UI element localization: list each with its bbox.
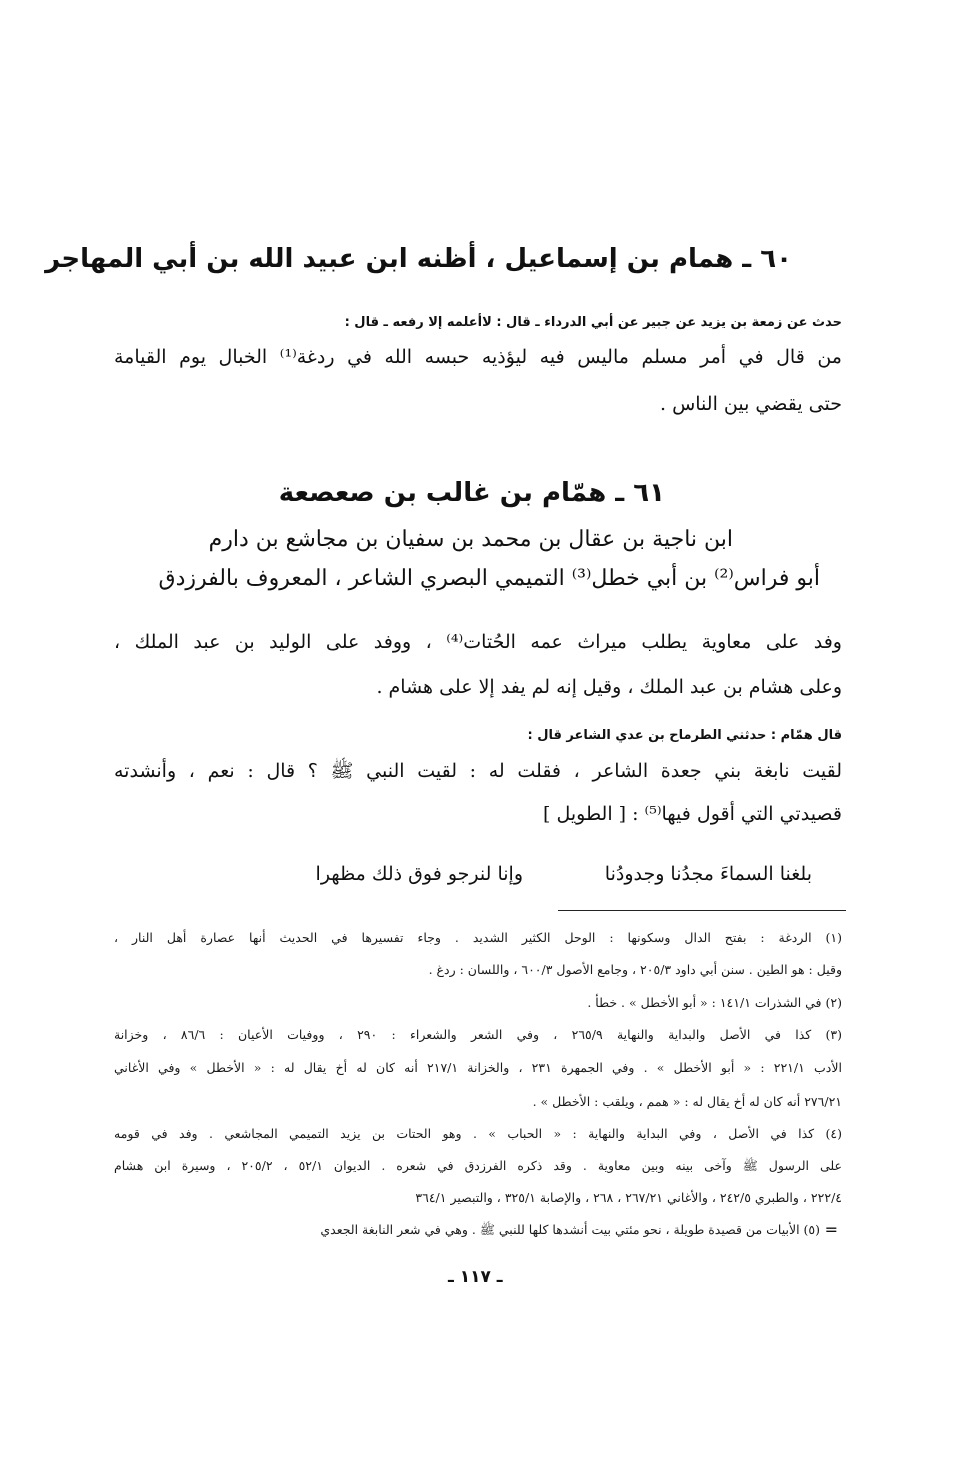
footnote-2-line-1: (٢) في الشذرات ١٤١/١ : « أبو الأخطل » . خطأ .: [587, 995, 842, 1010]
entry-60-text-line-2: حتى يقضي بين الناس .: [660, 393, 842, 415]
entry-61-chain: قال همّام : حدثني الطرماح بن عدي الشاعر قال :: [527, 728, 842, 743]
footnote-3-line-1: (٣) كذا في الأصل والبداية والنهاية ٢٦٥/٩ ، وفي الشعر والشعراء : ٢٩٠ ، ووفيات الأعيان : ٨٦/٦ ، وخزانة: [114, 1027, 842, 1042]
footnote-5-line-1: (٥) الأبيات من قصيدة طويلة ، نحو مئتي بيت أنشدها كلها للنبي ﷺ . وهي في شعر النابغة الجعدي: [320, 1222, 820, 1237]
footnote-separator: [558, 910, 846, 911]
footnote-3-line-3: ٢٧٦/٢١ أنه كان له أخ يقال له : « همم ، ويلقب : الأخطل » .: [532, 1094, 842, 1109]
footnote-4-line-3: ٢٢٢/٤ ، والطبري ٢٤٢/٥ ، والأغاني ٢٦٧/٢١ ، ٢٦٨ ، والإصابة ٣٢٥/١ ، والتبصير ٣٦٤/١: [415, 1190, 842, 1205]
entry-61-para-1-line-2: وعلى هشام بن عبد الملك ، وقيل إنه لم يفد إلا على هشام .: [376, 676, 842, 698]
entry-60-title: ٦٠ ـ همام بن إسماعيل ، أظنه ابن عبيد الله بن أبي المهاجر: [45, 244, 792, 274]
entry-61-lineage-line-2: أبو فراس⁽²⁾ بن أبي خطل⁽³⁾ التميمي البصري الشاعر ، المعروف بالفرزدق: [158, 566, 820, 591]
entry-60-text-line-1: من قال في أمر مسلم ماليس فيه ليؤذيه حبسه الله في ردغة⁽¹⁾ الخبال يوم القيامة: [114, 346, 842, 368]
footnote-1-line-1: (١) الردغة : بفتح الدال وسكونها : الوحل الكثير الشديد . وجاء تفسيرها في الحديث أنها عصارة أهل النار ،: [114, 930, 842, 945]
footnote-4-line-2: على الرسول ﷺ وآخى بينه وبين معاوية . وقد ذكره الفرزدق في شعره . الديوان ٥٢/١ ، ٢٠٥/٢ ، وسيرة ابن هشام: [114, 1158, 843, 1173]
entry-61-title: ٦١ ـ همّام بن غالب بن صعصعة: [278, 478, 665, 508]
entry-60-chain: حدث عن زمعة بن يزيد عن جبير عن أبي الدرداء ـ قال : لاأعلمه إلا رفعه ـ قال :: [344, 315, 842, 330]
footnote-1-line-2: وقيل : هو الطين . سنن أبي داود ٢٠٥/٣ ، وجامع الأصول ٦٠٠/٣ ، واللسان : ردغ .: [428, 962, 842, 977]
footnote-4-line-1: (٤) كذا في الأصل ، وفي البداية والنهاية : « الحباب » . وهو الحتات بن يزيد التميمي المجاشعي . وفد في قومه: [114, 1126, 842, 1141]
entry-61-para-2-line-1: لقيت نابغة بني جعدة الشاعر ، فقلت له : لقيت النبي ﷺ ؟ قال : نعم ، وأنشدته: [114, 760, 842, 782]
entry-61-para-2-line-2: قصيدتي التي أقول فيها⁽⁵⁾ : [ الطويل ]: [543, 803, 842, 825]
verse-first-hemistich: بلغنا السماءَ مجدُنا وجدودُنا: [604, 863, 812, 885]
entry-61-lineage-line-1: ابن ناجية بن عقال بن محمد بن سفيان بن مجاشع بن دارم: [208, 527, 733, 552]
entry-61-para-1-line-1: وفد على معاوية يطلب ميراث عمه الحُتات⁽⁴⁾ ، ووفد على الوليد بن عبد الملك ،: [114, 631, 842, 653]
footnote-3-line-2: الأدب ٢٢١/١ : « أبو الأخطل » . وفي الجمهرة ٢٣١ ، والخزانة ٢١٧/١ أنه كان له أخ يقال له : « الأخطل » وفي الأغاني: [114, 1060, 842, 1075]
continuation-mark: =: [824, 1220, 838, 1239]
verse-second-hemistich: وإنا لنرجو فوق ذلك مظهرا: [315, 863, 523, 885]
page-number: ـ ١١٧ ـ: [448, 1267, 503, 1287]
